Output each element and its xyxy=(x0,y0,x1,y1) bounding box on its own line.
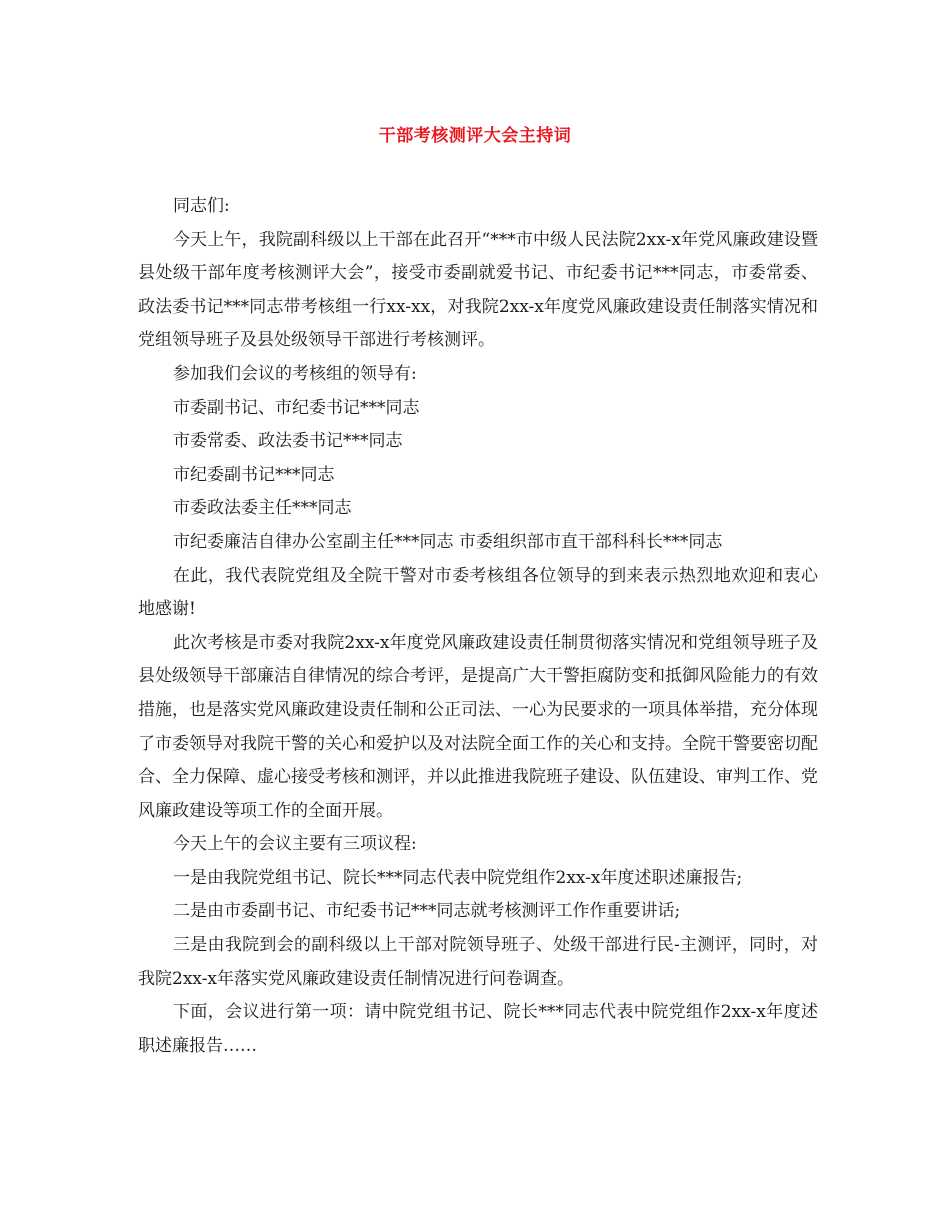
attendee-line: 市纪委廉洁自律办公室副主任***同志 市委组织部市直干部科科长***同志 xyxy=(173,531,723,552)
paragraph-welcome: 在此，我代表院党组及全院干警对市委考核组各位领导的到来表示热烈地欢迎和衷心地感谢! xyxy=(138,565,818,620)
attendee-line: 市委政法委主任***同志 xyxy=(173,498,352,519)
document-body xyxy=(138,190,818,1063)
agenda-item: 一是由我院党组书记、院长***同志代表中院党组作2xx-x年度述职述廉报告; xyxy=(173,867,743,888)
paragraph-greeting: 同志们: xyxy=(173,196,230,216)
document-title: 干部考核测评大会主持词 xyxy=(378,126,572,146)
agenda-item: 三是由我院到会的副科级以上干部对院领导班子、处级干部进行民-主测评，同时，对我院2xx-x年落实党风廉政建设责任制情况进行问卷调查。 xyxy=(138,935,818,989)
attendee-line: 市委副书记、市纪委书记***同志 xyxy=(173,397,420,418)
paragraph-first-item: 下面，会议进行第一项：请中院党组书记、院长***同志代表中院党组作2xx-x年度述职述廉报告…… xyxy=(138,1002,818,1056)
agenda-item: 二是由市委副书记、市纪委书记***同志就考核测评工作作重要讲话; xyxy=(173,901,681,922)
attendee-line: 市委常委、政法委书记***同志 xyxy=(173,431,403,452)
paragraph-opening: 今天上午，我院副科级以上干部在此召开“***市中级人民法院2xx-x年党风廉政建设暨县处级干部年度考核测评大会”，接受市委副就爱书记、市纪委书记***同志，市委常委、政法委书记***同志带考核组一行xx-xx，对我院2xx-x年度党风廉政建设责任制落实情况和党组领导班子及县处级领导干部进行考核测评。 xyxy=(138,229,818,351)
paragraph-agenda-intro: 今天上午的会议主要有三项议程: xyxy=(173,834,417,855)
attendee-line: 市纪委副书记***同志 xyxy=(173,464,335,485)
paragraph-assessment: 此次考核是市委对我院2xx-x年度党风廉政建设责任制贯彻落实情况和党组领导班子及县处级领导干部廉洁自律情况的综合考评，是提高广大干警拒腐防变和抵御风险能力的有效措施，也是落实党风廉政建设责任制和公正司法、一心为民要求的一项具体举措，充分体现了市委领导对我院干警的关心和爱护以及对法院全面工作的关心和支持。全院干警要密切配合、全力保障、虚心接受考核和测评，并以此推进我院班子建设、队伍建设、审判工作、党风廉政建设等项工作的全面开展。 xyxy=(138,632,818,821)
paragraph-attendees-intro: 参加我们会议的考核组的领导有: xyxy=(173,363,417,384)
